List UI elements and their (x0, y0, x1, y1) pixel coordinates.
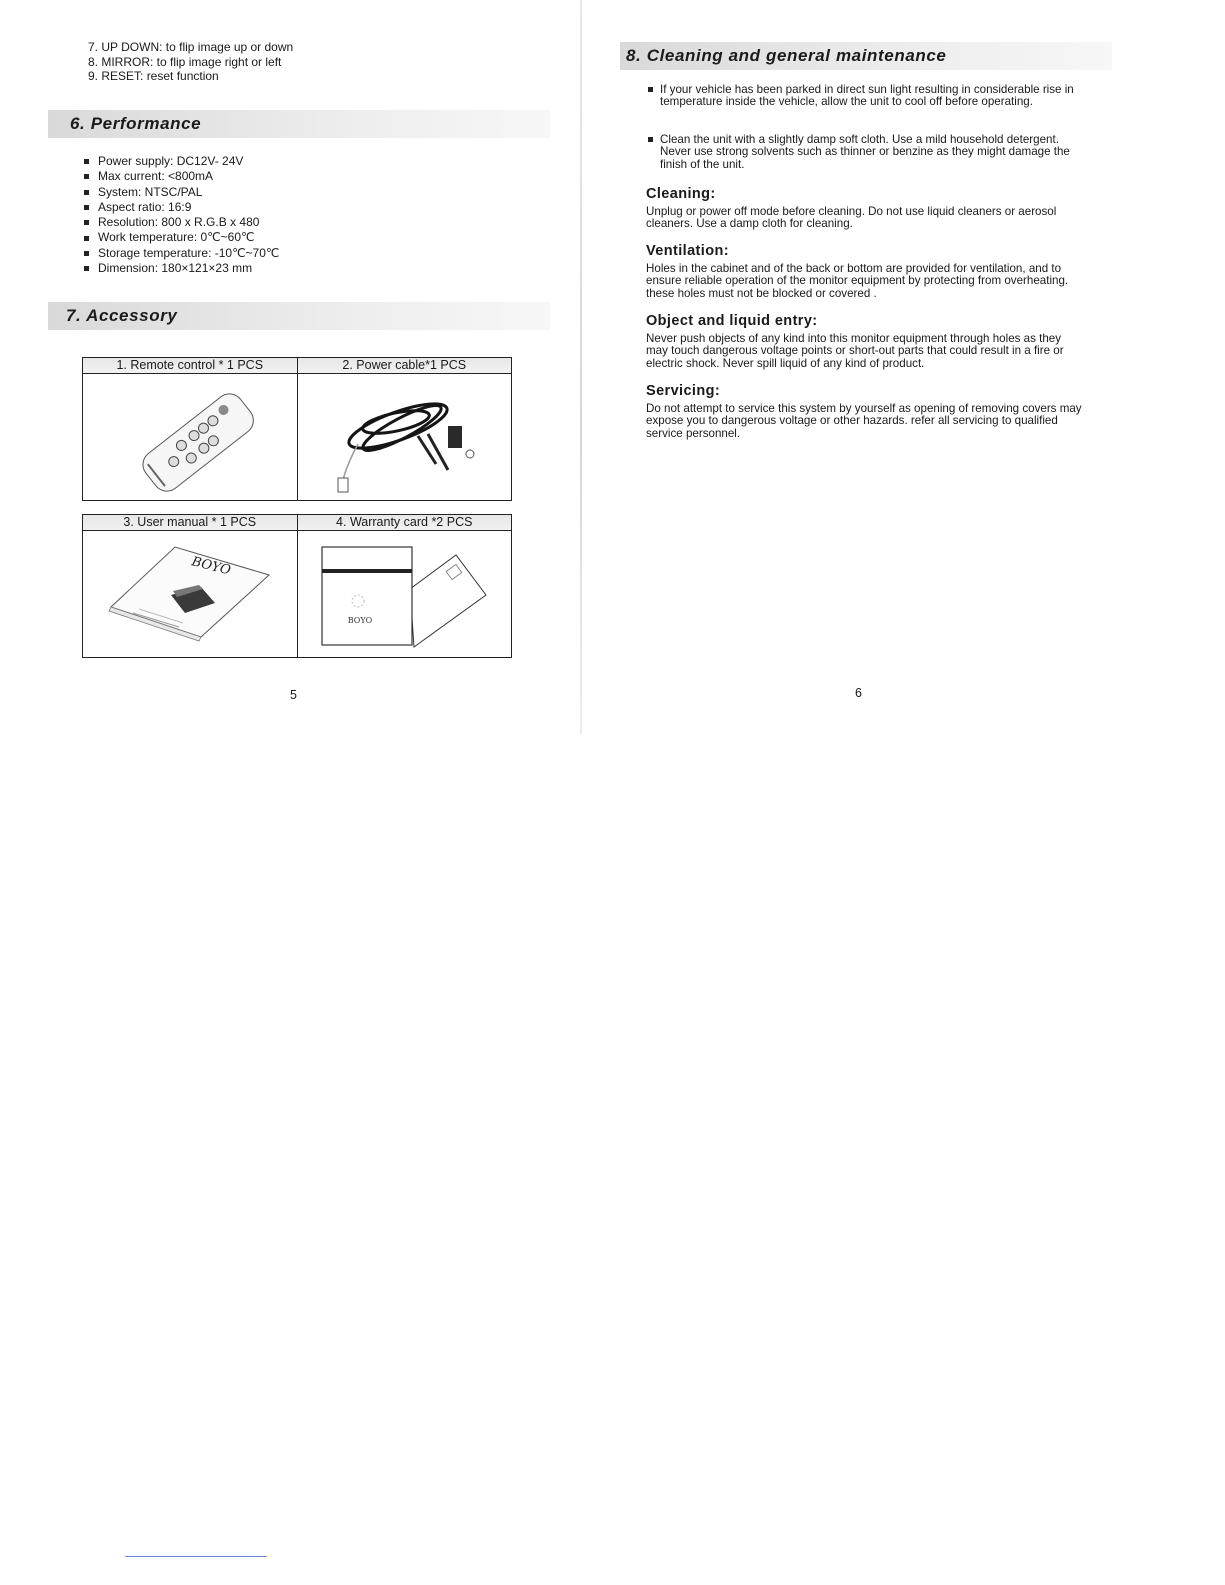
performance-spec-list (84, 154, 279, 276)
list-item: System: NTSC/PAL (84, 185, 279, 200)
maintenance-bullet: If your vehicle has been parked in direct sun light resulting in considerable rise in temperature inside the vehicle, allow the unit to cool off before operating. (648, 84, 1088, 109)
bullet-icon (84, 266, 89, 271)
servicing-text: Do not attempt to service this system by yourself as opening of removing covers may expose you to dangerous voltage or other hazards. refer all servicing to qualified service personnel. (646, 402, 1082, 440)
bullet-icon (84, 236, 89, 241)
page-number-right: 6 (855, 686, 862, 700)
warranty-card-image (297, 531, 512, 657)
accessory-label-power-cable: 2. Power cable*1 PCS (297, 358, 512, 373)
scan-artifact-line (125, 1556, 267, 1557)
list-item: 9. RESET: reset function (88, 69, 219, 83)
page-number-left: 5 (290, 688, 297, 702)
ventilation-text: Holes in the cabinet and of the back or bottom are provided for ventilation, and to ensure reliable operation of the monitor equipment by protecting from overheating. these holes must not be blocked or covered . (646, 262, 1069, 300)
bullet-icon (84, 205, 89, 210)
object-liquid-text: Never push objects of any kind into this monitor equipment through holes as they may touch dangerous voltage points or short-out parts that could result in a fire or electric shock. Never spill liquid of any kind of product. (646, 332, 1064, 370)
list-item: Resolution: 800 x R.G.B x 480 (84, 215, 279, 230)
list-item: Power supply: DC12V- 24V (84, 154, 279, 169)
maintenance-bullet: Clean the unit with a slightly damp soft cloth. Use a mild household detergent. Never use strong solvents such as thinner or benzine as they might damage the finish of the unit. (648, 134, 1088, 171)
bullet-icon (84, 190, 89, 195)
power-cable-image (297, 374, 512, 500)
accessory-heading-banner (48, 302, 550, 330)
bullet-icon (648, 87, 653, 92)
maintenance-heading-banner (620, 42, 1112, 70)
list-item: Max current: <800mA (84, 169, 279, 184)
accessory-label-user-manual: 3. User manual * 1 PCS (83, 515, 297, 530)
object-liquid-heading: Object and liquid entry: (646, 313, 818, 329)
bullet-icon (84, 220, 89, 225)
bullet-icon (84, 159, 89, 164)
list-item: 7. UP DOWN: to flip image up or down (88, 40, 294, 54)
accessory-label-remote: 1. Remote control * 1 PCS (83, 358, 297, 373)
list-item: Work temperature: 0℃~60℃ (84, 230, 279, 245)
accessory-table-top (82, 357, 512, 501)
bullet-icon (84, 251, 89, 256)
accessory-header-row (83, 515, 511, 531)
accessory-heading: 7. Accessory (66, 306, 178, 325)
servicing-heading: Servicing: (646, 383, 721, 399)
accessory-image-row (83, 374, 511, 500)
remote-control-icon (83, 374, 296, 500)
list-item: Storage temperature: -10℃~70℃ (84, 246, 279, 261)
manual-brand-text: BOYO (190, 554, 233, 579)
bullet-icon (84, 174, 89, 179)
cleaning-heading: Cleaning: (646, 186, 716, 202)
bullet-icon (648, 137, 653, 142)
cleaning-text: Unplug or power off mode before cleaning. Do not use liquid cleaners or aerosol cleaners. Use a damp cloth for cleaning. (646, 205, 1057, 231)
user-manual-image (83, 531, 297, 657)
performance-heading: 6. Performance (70, 114, 202, 133)
list-item: 8. MIRROR: to flip image right or left (88, 54, 282, 69)
power-cable-icon (298, 374, 511, 500)
remote-control-image (83, 374, 297, 500)
accessory-image-row (83, 531, 511, 657)
accessory-table-bottom (82, 514, 512, 658)
card-brand-text: BOYO (347, 616, 372, 625)
control-functions-list (88, 40, 293, 84)
ventilation-heading: Ventilation: (646, 243, 729, 259)
list-item: Dimension: 180×121×23 mm (84, 261, 279, 276)
maintenance-heading: 8. Cleaning and general maintenance (626, 46, 947, 65)
warranty-card-icon (298, 531, 511, 657)
accessory-label-warranty-card: 4. Warranty card *2 PCS (297, 515, 512, 530)
page-gutter (580, 0, 582, 735)
user-manual-icon (83, 531, 296, 657)
accessory-header-row (83, 358, 511, 374)
performance-heading-banner (48, 110, 550, 138)
list-item: Aspect ratio: 16:9 (84, 200, 279, 215)
